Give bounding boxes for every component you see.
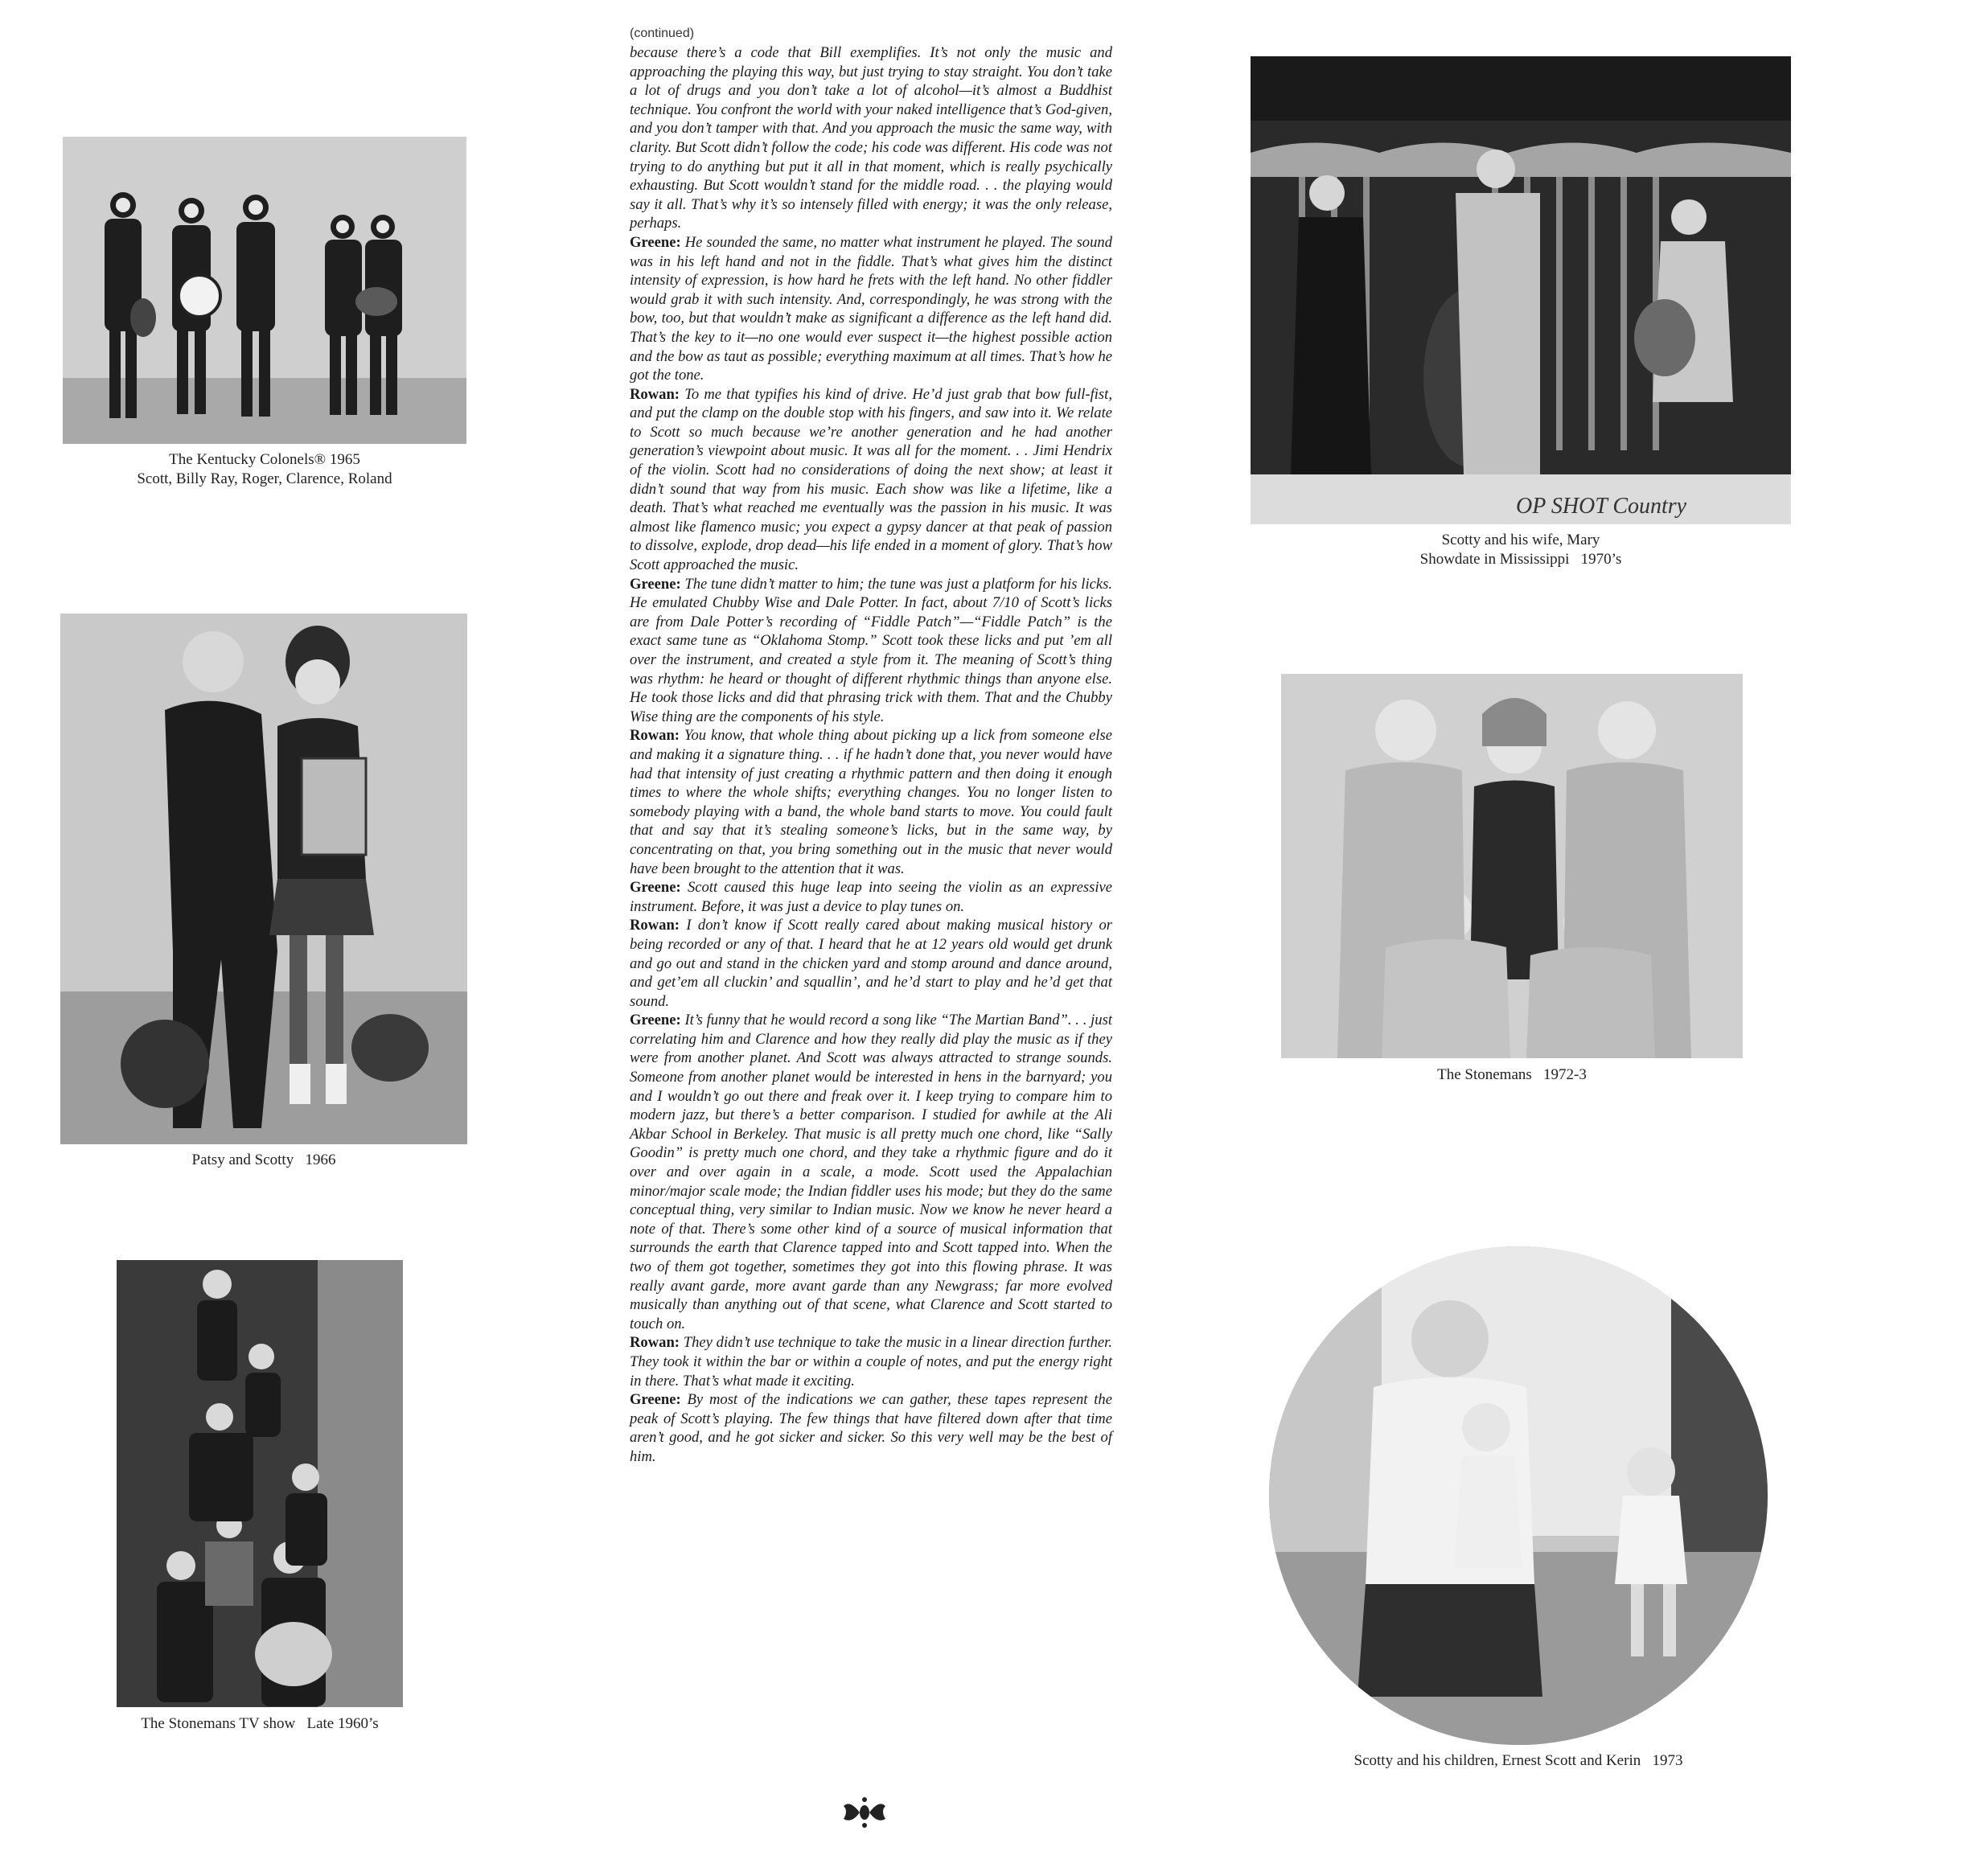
article-body [630,43,1112,1467]
stage-sign-text: OP SHOT Country [1516,494,1687,519]
article-column [630,24,1112,1467]
caption-kentucky-title: The Kentucky Colonels® 1965 [169,451,360,468]
caption-kentucky-names: Scott, Billy Ray, Roger, Clarence, Roland [137,470,392,487]
caption-kentucky-colonels [63,450,466,489]
paragraph-text: By most of the indications we can gather, these tapes represent the peak of Scott’s playing. The few things that have filtered down after that time aren’t good, and he got sicker and sicker. So this very well may be the best of him. [630,1391,1112,1465]
caption-stonemans-tv-show [80,1714,439,1734]
scotty-mary-stage [1251,56,1791,524]
paragraph-text: It’s funny that he would record a song like “The Martian Band”. . . just correlating him and Clarence and how they really did play the music as if they were from another planet. And Scott was always attracted to strange sounds. Someone from another planet would be interested in hens in the barnyard; you and I wouldn’t go out there and freak over it. I keep trying to compare him to modern jazz, but there’s a better comparison. I studied for awhile at the Ali Akbar School in Berkeley. That music is all pretty much one chord, like “Sally Goodin” is pretty much one chord, and they take a rhythmic figure and do it over and over again in a scale, a mode. Scott used the Appalachian minor/major scale mode; the Indian fiddler uses his mode; but they do the same conceptual thing, very similar to Indian music. Now we know he never heard a note of that. There’s some other kind of a source of musical information that surrounds the earth that Clarence tapped into and Scott tapped into. When the two of them got together, sometimes they got into this flowing phrase. It was really avant garde, more avant garde than any Newgrass; far more evolved musically than anything out of that scene, what Clarence and Scott started to touch on. [630,1012,1112,1332]
patsy-scotty-figures [60,614,467,1144]
photo-scotty-and-mary [1251,56,1791,524]
photo-stonemans-tv-show [117,1260,403,1707]
caption-scotty-and-mary [1251,531,1791,569]
photo-stonemans-1972 [1281,674,1743,1058]
stonemans-group-figures [1281,674,1743,1058]
continued-label: (continued) [630,27,695,40]
paragraph [630,1011,1112,1333]
paragraph-text: He sounded the same, no matter what instrument he played. The sound was in his left hand and not in the fiddle. That’s what gives him the distinct intensity of expression, is how hard he frets with the left hand. No other fiddler would grab it with such intensity. And, correspondingly, he was strong with the bow, too, but that wouldn’t make as significant a difference as the left hand did. That’s the key to it—no one would ever suspect it—the highest possible action and the bow as taut as possible; everything maximum at all times. That’s how he got the tone. [630,233,1112,384]
caption-children-title: Scotty and his children, Ernest Scott and Kerin 1973 [1353,1752,1683,1769]
caption-patsy-and-scotty [60,1151,467,1170]
speaker: Rowan: [630,385,680,403]
photo-kentucky-colonels [63,137,466,444]
paragraph-text: Scott caused this huge leap into seeing the violin as an expressive instrument. Before, it was just a device to play tunes on. [630,879,1112,915]
photo-patsy-and-scotty [60,614,467,1144]
paragraph [630,916,1112,1011]
paragraph [630,575,1112,727]
caption-patsy-title: Patsy and Scotty 1966 [191,1151,336,1168]
paragraph-text: They didn’t use technique to take the music in a linear direction further. They took it within the bar or within a couple of notes, and put the energy right in there. That’s what made it exciting. [630,1334,1112,1390]
speaker: Greene: [630,1391,681,1409]
stonemans-tv-figures [117,1260,403,1707]
caption-scotty-and-children [1238,1751,1798,1771]
speaker: Rowan: [630,917,680,934]
paragraph-text: You know, that whole thing about picking up a lick from someone else and making it a signature thing. . . if he hadn’t done that, you never would have had that intensity of just creating a rhythmic pattern and then doing it enough times to where the whole shifts; everything changes. You no longer listen to somebody playing with a band, the whole band starts to move. You could fault that and say that it’s stealing someone’s licks, but in the same way, by concentrating on that, you bring something out in the music that never would have been brought to the attention that it was. [630,727,1112,877]
speaker: Greene: [630,879,681,897]
photo-scotty-and-children [1269,1246,1768,1745]
paragraph-text: I don’t know if Scott really cared about making musical history or being recorded or any of that. I heard that he at 12 years old would get drunk and go out and stand in the chicken yard and stomp around and dance around, and get’em all cluckin’ and squallin’, and he’d start to play and he’d get that sound. [630,917,1112,1010]
scotty-children-figures [1269,1246,1768,1745]
paragraph [630,1333,1112,1390]
caption-tv-title: The Stonemans TV show Late 1960’s [141,1715,379,1732]
paragraph [630,233,1112,385]
speaker: Greene: [630,233,681,251]
speaker: Rowan: [630,727,680,745]
paragraph [630,878,1112,916]
end-ornament-icon [840,1795,889,1830]
caption-mary-detail: Showdate in Mississippi 1970’s [1419,551,1622,568]
paragraph-text: To me that typifies his kind of drive. He’d just grab that bow full-fist, and put the clamp on the double stop with his fingers, and saw into it. We relate to Scott so much because we’re another generation and he had another generation’s viewpoint about music. It was all for the moment. . . Jimi Hendrix of the violin. Scott had no considerations of doing the next show; at least it didn’t sound that way from his music. Each show was like a lifetime, like a death. That’s what reached me eventually was the passion in his music. It was almost like flamenco music; you expect a gypsy dancer at that peak of passion to dissolve, explode, drop dead—his life ended in a moment of glory. That’s how Scott approached the music. [630,385,1112,574]
speaker: Rowan: [630,1334,680,1352]
speaker: Greene: [630,1012,681,1029]
paragraph [630,385,1112,575]
paragraph-text: because there’s a code that Bill exemplifies. It’s not only the music and approaching the playing this way, but just trying to stay straight. You don’t take a lot of drugs and you don’t take a lot of alcohol—it’s almost a Buddhist technique. You confront the world with your naked intelligence that’s God-given, and you don’t tamper with that. And you approach the music the same way, with clarity. But Scott didn’t follow the code; his code was different. His code was not trying to do anything but put it all in that moment, which is really psychically exhausting. But Scott wouldn’t stand for the middle road. . . the playing would say it all. That’s why it’s so intensely filled with energy; it was the only release, perhaps. [630,44,1112,232]
paragraph-text: The tune didn’t matter to him; the tune was just a platform for his licks. He emulated Chubby Wise and Dale Potter. In fact, about 7/10 of Scott’s licks are from Dale Potter’s recording of “Fiddle Patch”—“Fiddle Patch” is the exact same tune as “Oklahoma Stomp.” Scott took these licks and put ’em all over the instrument, and created a style from it. The meaning of Scott’s thing was rhythm: he heard or thought of different rhythmic things than anyone else. He took those licks and did that phrasing trick with them. That and the Chubby Wise thing are the components of his style. [630,575,1112,725]
caption-stonemans-title: The Stonemans 1972-3 [1437,1066,1587,1083]
kentucky-colonels-figures [63,137,466,444]
speaker: Greene: [630,575,681,593]
caption-stonemans-1972 [1281,1065,1743,1085]
paragraph [630,726,1112,878]
paragraph [630,1390,1112,1466]
paragraph [630,43,1112,233]
caption-mary-title: Scotty and his wife, Mary [1441,532,1600,548]
